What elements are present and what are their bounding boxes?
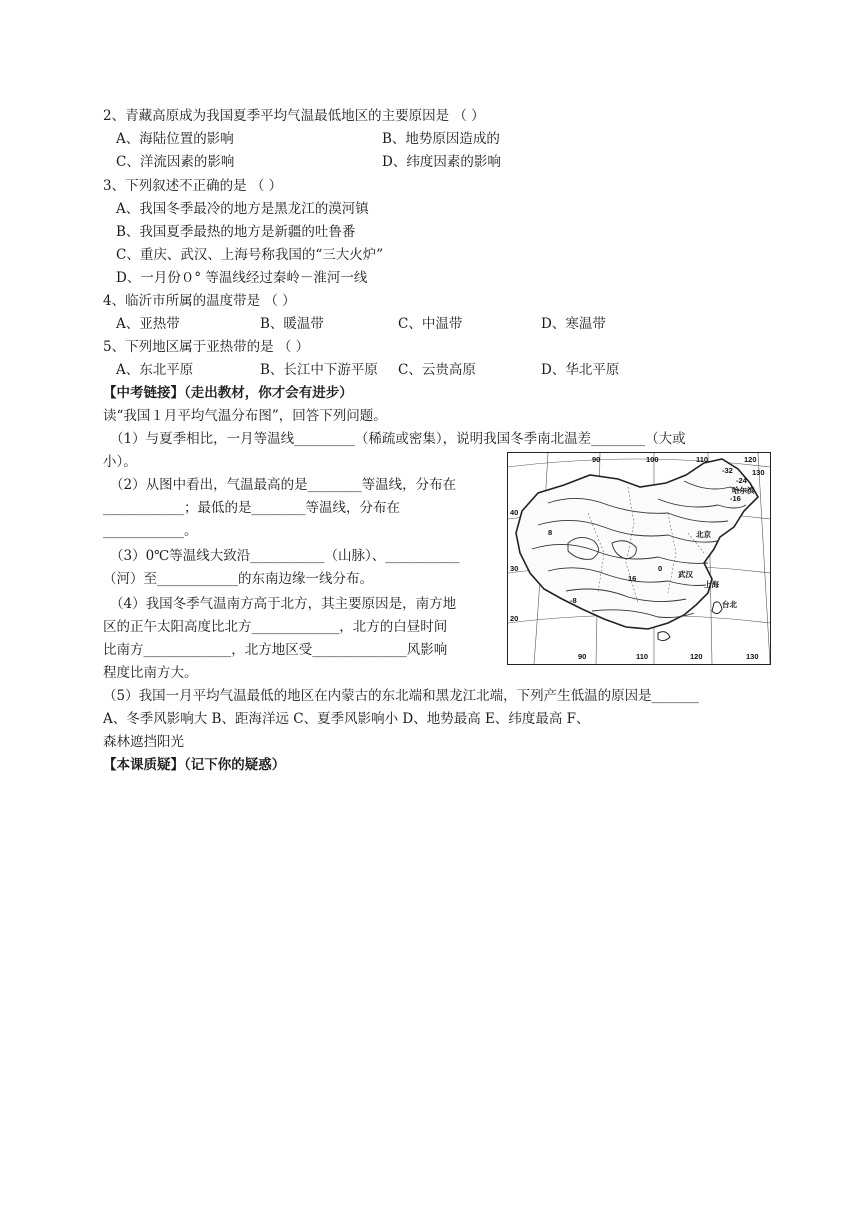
map-label-lat-20: 20	[510, 614, 519, 623]
map-label-bottom-90: 90	[578, 652, 587, 661]
map-graphic	[508, 453, 770, 664]
zk-p5-line2: A、冬季风影响大 B、距海洋远 C、夏季风影响小 D、地势最高 E、纬度最高 F、	[103, 711, 590, 727]
map-label-harbin: 哈尔滨	[732, 486, 755, 495]
map-label-8: 8	[548, 528, 553, 537]
map-label-lat-30: 30	[510, 564, 519, 573]
zk-p5-line3: 森林遮挡阳光	[103, 734, 184, 750]
map-label-minus8: -8	[570, 596, 577, 605]
q4-option-c: C、中温带	[398, 316, 463, 332]
map-label-top-100: 100	[646, 455, 659, 464]
map-label-top-130: 130	[752, 468, 765, 477]
q4-option-d: D、寒温带	[541, 316, 606, 332]
zk-p4-line4: 程度比南方大。	[103, 665, 198, 681]
q5-option-b: B、长江中下游平原	[260, 362, 378, 378]
map-label-16: 16	[628, 574, 637, 583]
zk-p2-line1: （2）从图中看出，气温最高的是________等温线，分布在	[110, 477, 457, 493]
map-label-top-90: 90	[592, 455, 601, 464]
map-label-taipei: 台北	[722, 600, 737, 609]
q4-option-a: A、亚热带	[116, 316, 180, 332]
zk-p1-line2: 小）。	[103, 454, 137, 470]
q5-option-a: A、东北平原	[116, 362, 194, 378]
map-label-beijing: 北京	[696, 530, 711, 539]
map-label-0: 0	[658, 564, 663, 573]
map-hainan-island	[658, 632, 670, 641]
q3-option-d: D、一月份０° 等温线经过秦岭－淮河一线	[116, 270, 368, 286]
map-label-shanghai: 上海	[704, 580, 719, 589]
map-label-bottom-110: 110	[636, 652, 649, 661]
zhongkao-intro: 读“我国１月平均气温分布图”，回答下列问题。	[103, 408, 387, 424]
january-temperature-map	[507, 452, 771, 665]
q5-option-d: D、华北平原	[541, 362, 620, 378]
zk-p3-line2: （河）至____________的东南边缘一线分布。	[103, 571, 373, 587]
map-label-lat-40: 40	[510, 508, 519, 517]
zk-p2-line3: ____________。	[103, 523, 198, 539]
q3-stem: 3、下列叙述不正确的是 （ ）	[103, 178, 283, 194]
map-label-minus24: -24	[736, 476, 747, 485]
map-label-top-120: 120	[744, 455, 757, 464]
q2-option-c: C、洋流因素的影响	[116, 154, 235, 170]
zk-p2-line2: ____________；最低的是________等温线，分布在	[103, 500, 400, 516]
zk-p1-line1: （1）与夏季相比，一月等温线_________（稀疏或密集），说明我国冬季南北温差________（大或	[110, 431, 686, 447]
map-label-minus16: -16	[730, 494, 741, 503]
q3-option-c: C、重庆、武汉、上海号称我国的“三大火炉”	[116, 247, 384, 263]
q5-option-c: C、云贵高原	[398, 362, 476, 378]
zk-p4-line1: （4）我国冬季气温南方高于北方，其主要原因是，南方地	[110, 596, 457, 612]
q2-option-a: A、海陆位置的影响	[116, 131, 234, 147]
map-taiwan-island	[712, 602, 722, 614]
q2-stem: 2、青藏高原成为我国夏季平均气温最低地区的主要原因是 （ ）	[103, 108, 485, 124]
map-label-bottom-130: 130	[746, 652, 759, 661]
benke-section-title: 【本课质疑】（记下你的疑惑）	[103, 757, 286, 773]
zk-p5-line1: （5）我国一月平均气温最低的地区在内蒙古的东北端和黑龙江北端，下列产生低温的原因是_______	[103, 688, 699, 704]
map-label-bottom-120: 120	[690, 652, 703, 661]
q4-option-b: B、暖温带	[260, 316, 324, 332]
q2-option-d: D、纬度因素的影响	[382, 154, 501, 170]
map-label-top-110: 110	[696, 455, 709, 464]
q4-stem: 4、临沂市所属的温度带是 （ ）	[103, 293, 296, 309]
map-label-minus32: -32	[722, 466, 733, 475]
q2-option-b: B、地势原因造成的	[382, 131, 500, 147]
zk-p4-line2: 区的正午太阳高度比北方_____________，北方的白昼时间	[103, 619, 448, 635]
q3-option-b: B、我国夏季最热的地方是新疆的吐鲁番	[116, 224, 356, 240]
map-label-wuhan: 武汉	[678, 570, 693, 579]
q5-stem: 5、下列地区属于亚热带的是 （ ）	[103, 339, 310, 355]
q3-option-a: A、我国冬季最冷的地方是黑龙江的漠河镇	[116, 201, 369, 217]
zhongkao-section-title: 【中考链接】（走出教材，你才会有进步）	[103, 385, 353, 401]
zk-p4-line3: 比南方_____________，北方地区受______________风影响	[103, 642, 448, 658]
zk-p3-line1: （3）0℃等温线大致沿___________（山脉）、___________	[110, 548, 460, 564]
